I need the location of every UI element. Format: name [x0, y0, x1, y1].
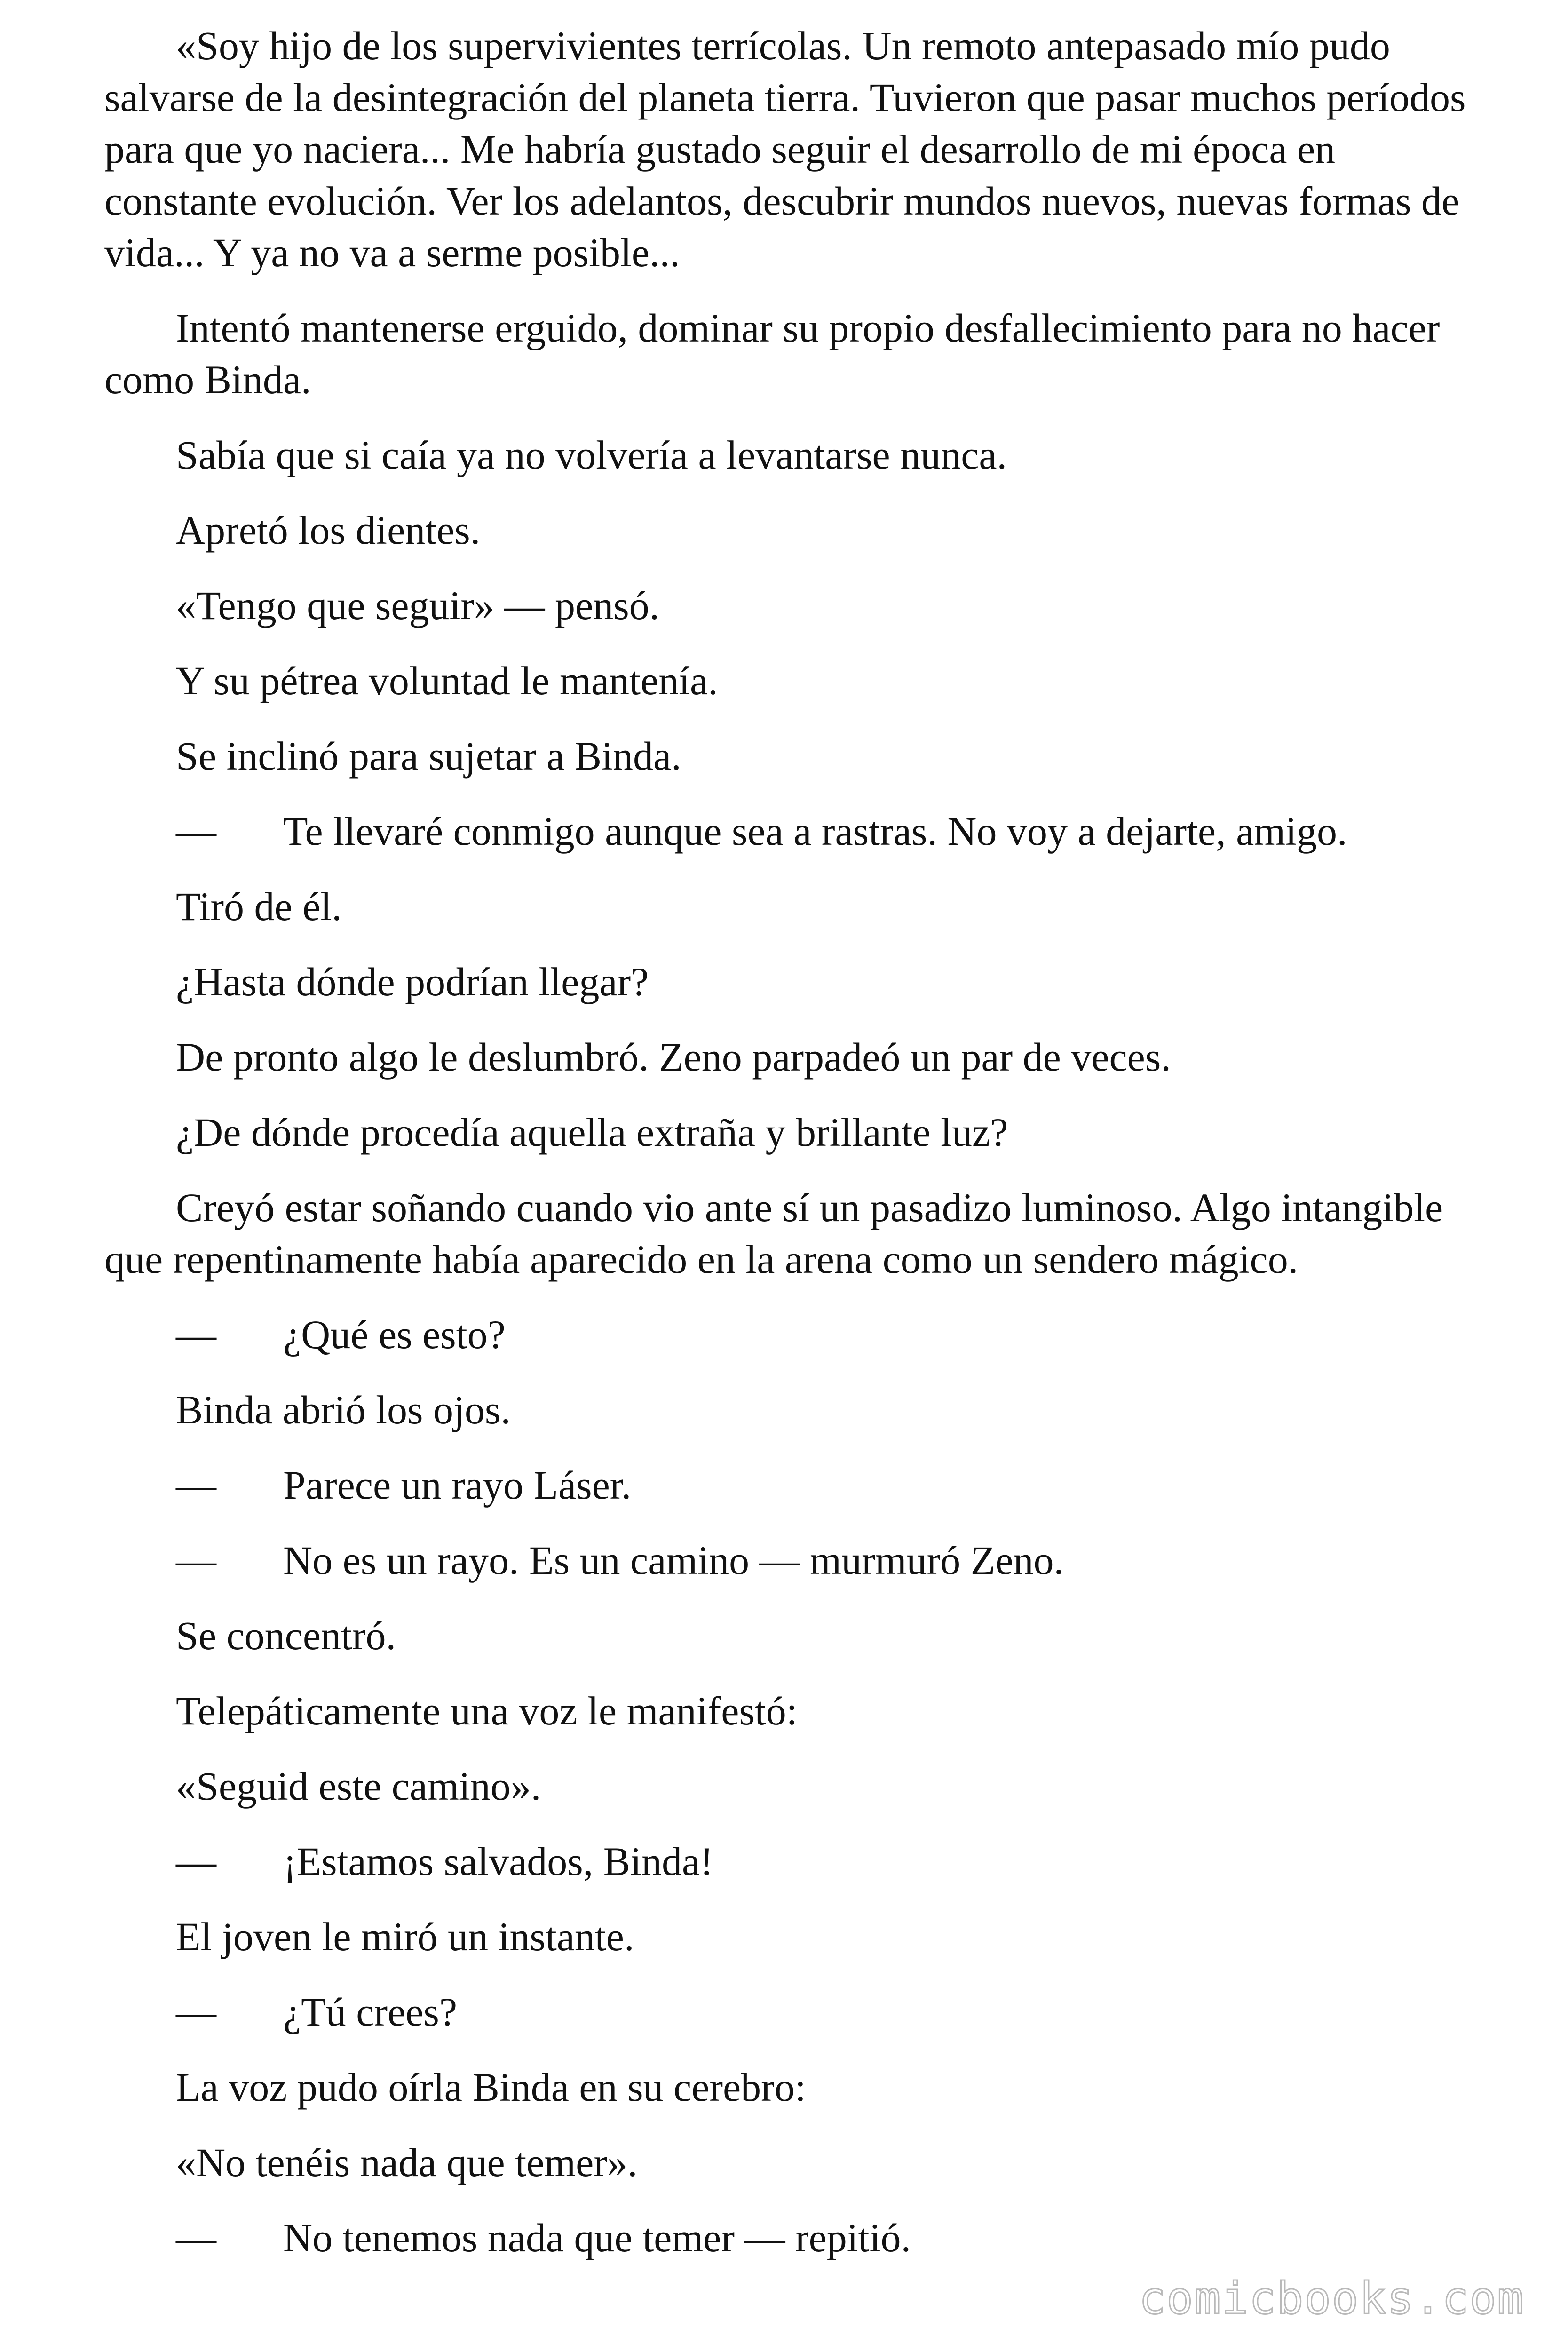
narration-paragraph: La voz pudo oírla Binda en su cerebro: — [176, 2065, 806, 2110]
site-watermark: comicbooks.com — [1139, 2273, 1525, 2324]
narration-paragraph: De pronto algo le deslumbró. Zeno parpadeó un par de veces. — [176, 1034, 1171, 1080]
narration-paragraph: ¿Hasta dónde podrían llegar? — [176, 959, 649, 1004]
dialogue-line — [104, 1534, 1468, 1586]
dialogue-text: No tenemos nada que temer — repitió. — [283, 2215, 911, 2260]
dialogue-dash: — — [176, 2215, 216, 2260]
dialogue-line — [104, 1459, 1468, 1511]
dialogue-text: No es un rayo. Es un camino — murmuró Zeno. — [283, 1538, 1064, 1583]
narration-paragraph: Apretó los dientes. — [176, 508, 481, 553]
dialogue-dash: — — [176, 1462, 216, 1508]
narration-paragraph: Creyó estar soñando cuando vio ante sí un pasadizo luminoso. Algo intangible que repentinamente había aparecido en la arena como un sendero mágico. — [104, 1185, 1443, 1282]
dialogue-dash: — — [176, 1312, 216, 1357]
narration-paragraph: «No tenéis nada que temer». — [176, 2140, 638, 2185]
narration-paragraph: Se concentró. — [176, 1613, 396, 1658]
dialogue-text: Te llevaré conmigo aunque sea a rastras. No voy a dejarte, amigo. — [283, 809, 1347, 854]
dialogue-line — [104, 1986, 1468, 2038]
narration-paragraph: Binda abrió los ojos. — [176, 1387, 511, 1432]
narration-paragraph: «Seguid este camino». — [176, 1764, 541, 1809]
dialogue-dash: — — [176, 809, 216, 854]
narration-paragraph: ¿De dónde procedía aquella extraña y brillante luz? — [176, 1110, 1008, 1155]
dialogue-text: ¡Estamos salvados, Binda! — [283, 1839, 713, 1884]
narration-paragraph: Se inclinó para sujetar a Binda. — [176, 733, 681, 779]
narration-paragraph: Telepáticamente una voz le manifestó: — [176, 1688, 798, 1733]
narration-paragraph: «Tengo que seguir» — pensó. — [176, 583, 660, 628]
narration-paragraph: Intentó mantenerse erguido, dominar su propio desfallecimiento para no hacer como Binda. — [104, 305, 1440, 402]
dialogue-dash: — — [176, 1989, 216, 2034]
dialogue-line — [104, 1836, 1468, 1887]
dialogue-line — [104, 2212, 1468, 2264]
dialogue-dash: — — [176, 1538, 216, 1583]
narration-paragraph: «Soy hijo de los supervivientes terrícolas. Un remoto antepasado mío pudo salvarse de la desintegración del planeta tierra. Tuvieron que pasar muchos períodos para que yo naciera... Me habría gustado seguir el desarrollo de mi época en constante evolución. Ver los adelantos, descubrir mundos nuevos, nuevas formas de vida... Y ya no va a serme posible... — [104, 23, 1466, 275]
narration-paragraph: Y su pétrea voluntad le mantenía. — [176, 658, 718, 703]
book-page-text — [104, 20, 1468, 2287]
dialogue-line — [104, 805, 1468, 857]
dialogue-dash: — — [176, 1839, 216, 1884]
dialogue-text: ¿Tú crees? — [283, 1989, 457, 2034]
narration-paragraph: Tiró de él. — [176, 884, 342, 929]
dialogue-text: Parece un rayo Láser. — [283, 1462, 632, 1508]
dialogue-text: ¿Qué es esto? — [283, 1312, 506, 1357]
narration-paragraph: El joven le miró un instante. — [176, 1914, 634, 1959]
narration-paragraph: Sabía que si caía ya no volvería a levantarse nunca. — [176, 432, 1007, 477]
dialogue-line — [104, 1309, 1468, 1360]
